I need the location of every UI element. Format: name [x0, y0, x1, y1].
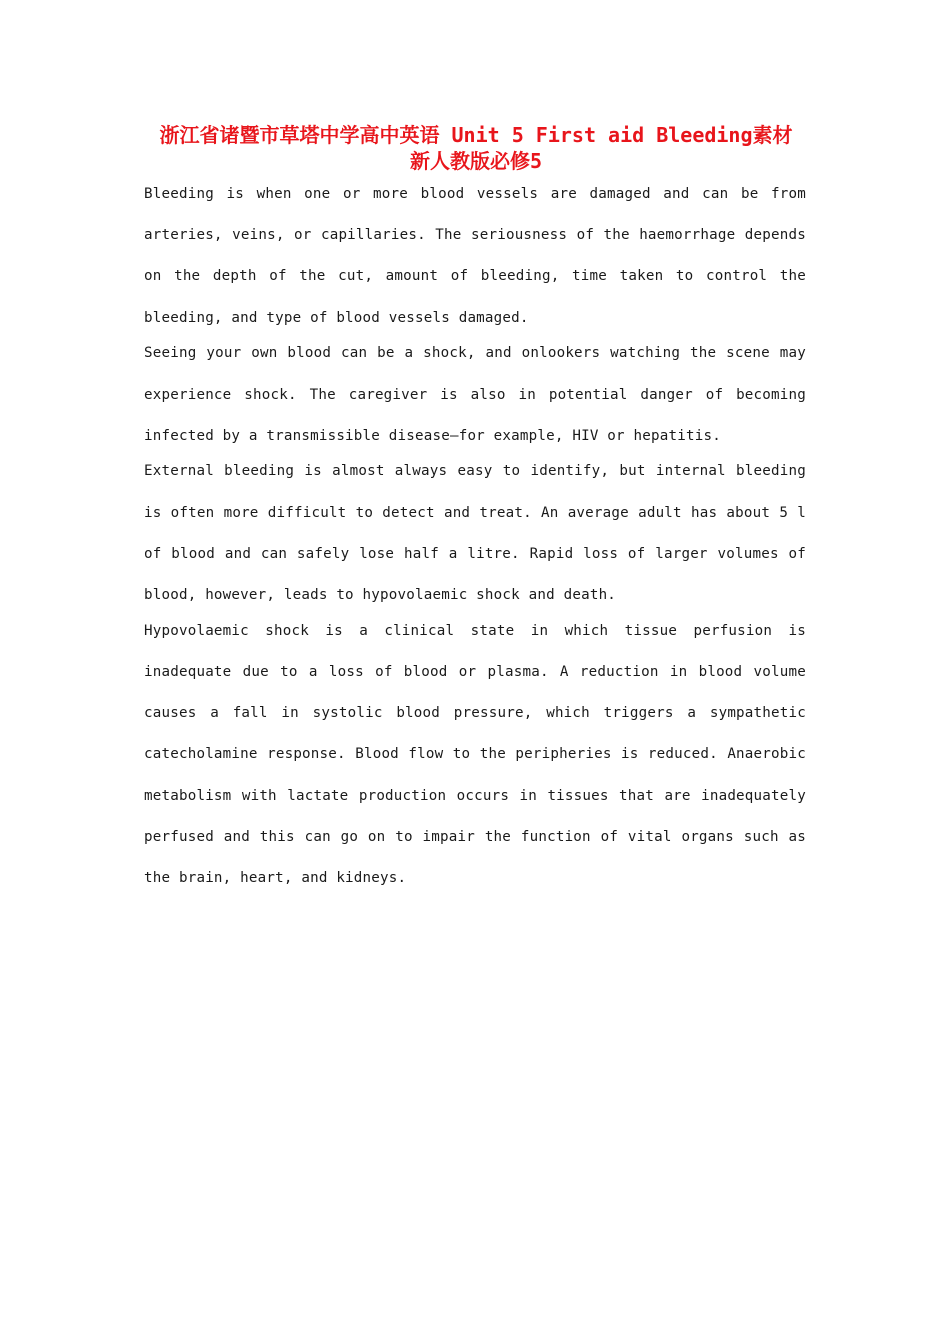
paragraph-bleeding-definition: Bleeding is when one or more blood vessels are damaged and can be from arteries, veins, or capillaries. The seriousness of the haemorrhage depends on the depth of the cut, amount of bleeding, time taken to control the bleeding, and type of blood vessels damaged. [144, 186, 806, 326]
document-title: 浙江省诸暨市草塔中学高中英语 Unit 5 First aid Bleeding素材 新人教版必修5 [159, 123, 793, 173]
paragraph-hypovolaemic-shock: Hypovolaemic shock is a clinical state in which tissue perfusion is inadequate due to a loss of blood or plasma. A reduction in blood volume causes a fall in systolic blood pressure, which triggers a sympathetic catecholamine response. Blood flow to the peripheries is reduced. Anaerobic metabolism with lactate production occurs in tissues that are inadequately perfused and this can go on to impair the function of vital organs such as the brain, heart, and kidneys. [144, 622, 806, 886]
document-body [144, 174, 806, 899]
paragraph-shock-and-infection: Seeing your own blood can be a shock, and onlookers watching the scene may experience shock. The caregiver is also in potential danger of becoming infected by a transmissible disease—for example, HIV or hepatitis. [144, 345, 806, 444]
paragraph-external-internal-bleeding: External bleeding is almost always easy to identify, but internal bleeding is often more difficult to detect and treat. An average adult has about 5 l of blood and can safely lose half a litre. Rapid loss of larger volumes of blood, however, leads to hypovolaemic shock and death. [144, 463, 806, 604]
